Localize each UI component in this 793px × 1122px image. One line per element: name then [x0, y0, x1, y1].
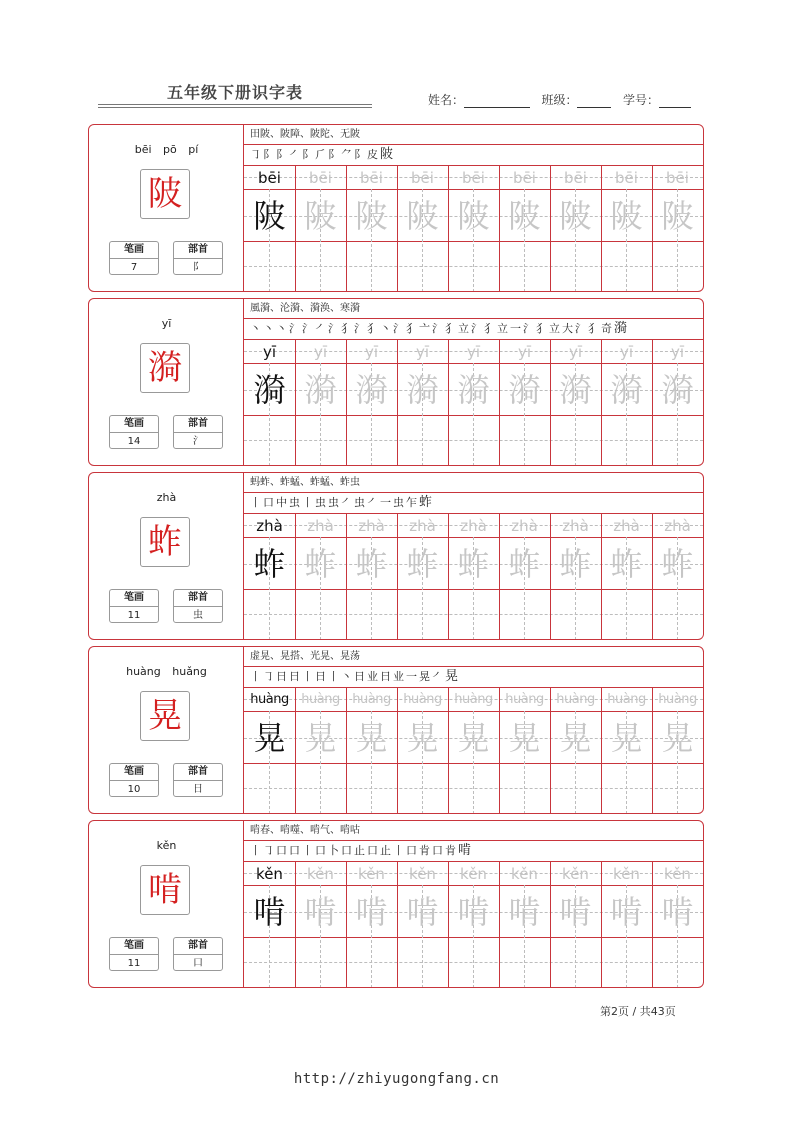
stroke-count-value: 11: [127, 610, 141, 621]
trace-character-cell: 蚱: [304, 545, 337, 583]
character-display: 啃: [140, 865, 190, 915]
example-words: 啃春、啃噬、啃气、啃咕: [250, 825, 360, 836]
trace-character-cell: 漪: [610, 371, 643, 409]
pinyin-cell: zhà: [307, 517, 334, 535]
grid-line: [244, 318, 703, 319]
number-field[interactable]: [659, 94, 691, 108]
trace-character-cell: 晃: [457, 719, 490, 757]
stroke-step: 阝⺁: [302, 148, 328, 161]
stroke-count-value: 11: [127, 958, 141, 969]
stroke-step: 氵犭立一: [471, 322, 523, 335]
stroke-step: 氵: [289, 322, 302, 335]
character-display: 陂: [140, 169, 190, 219]
stroke-step: 虫乍: [393, 496, 419, 509]
trace-character-cell: 蚱: [457, 545, 490, 583]
pinyin-cell: kěn: [562, 865, 589, 883]
pinyin-cell: huàng: [658, 692, 697, 707]
pinyin-cell: yī: [262, 343, 277, 361]
trace-character-cell: 陂: [457, 197, 490, 235]
pinyin-cell: yī: [568, 343, 583, 361]
character-display: 漪: [140, 343, 190, 393]
pinyin-cell: yī: [619, 343, 634, 361]
example-words: 虚晃、晃搭、光晃、晃荡: [250, 651, 360, 662]
page-title: 五年级下册识字表: [166, 83, 303, 102]
stroke-step: 虫㇒: [328, 496, 354, 509]
stroke-order: [250, 494, 434, 512]
trace-character-cell: 啃: [610, 893, 643, 931]
radical-label: 部首: [174, 242, 222, 259]
trace-character-cell: 漪: [253, 371, 286, 409]
radical-box: [173, 589, 223, 623]
stroke-step: 口止: [341, 844, 367, 857]
stroke-step: 氵犭亠: [393, 322, 432, 335]
stroke-step: ㇆: [250, 148, 263, 161]
pinyin-cell: yī: [466, 343, 481, 361]
radical-value: 虫: [193, 610, 203, 621]
pinyin-cell: huàng: [250, 692, 289, 707]
pinyin-cell: bēi: [309, 169, 332, 187]
radical-value: 氵: [193, 436, 203, 447]
stroke-count-box: [109, 937, 159, 971]
pinyin-cell: zhà: [358, 517, 385, 535]
pinyin-cell: huàng: [556, 692, 595, 707]
stroke-count-label: 笔画: [110, 242, 158, 259]
pinyin-cell: kěn: [358, 865, 385, 883]
pinyin-cell: kěn: [256, 865, 283, 883]
trace-character-cell: 蚱: [253, 545, 286, 583]
radical-value: 日: [193, 784, 203, 795]
trace-character-cell: 蚱: [559, 545, 592, 583]
trace-character-cell: 啃: [661, 893, 694, 931]
trace-character-cell: 晃: [355, 719, 388, 757]
trace-character-cell: 陂: [355, 197, 388, 235]
stroke-step: 丶: [250, 322, 263, 335]
practice-grid: [244, 647, 703, 813]
character-card: [88, 298, 704, 466]
practice-grid: [244, 125, 703, 291]
trace-character-cell: 晃: [406, 719, 439, 757]
stroke-step: 丨: [250, 496, 263, 509]
character-info: [89, 647, 244, 813]
pinyin-cell: kěn: [664, 865, 691, 883]
trace-character-cell: 啃: [457, 893, 490, 931]
stroke-count-label: 笔画: [110, 416, 158, 433]
pinyin-cell: zhà: [511, 517, 538, 535]
pinyin-cell: zhà: [256, 517, 283, 535]
example-words: 風漪、沦漪、漪涣、寒漪: [250, 303, 360, 314]
radical-value: 阝: [193, 262, 203, 273]
radical-label: 部首: [174, 938, 222, 955]
student-fields: [428, 91, 691, 108]
stroke-count-label: 笔画: [110, 764, 158, 781]
stroke-order: [250, 668, 460, 686]
pinyin-cell: zhà: [562, 517, 589, 535]
radical-box: [173, 415, 223, 449]
pinyin-cell: huàng: [403, 692, 442, 707]
pinyin-cell: huàng: [301, 692, 340, 707]
trace-character-cell: 漪: [406, 371, 439, 409]
character-info: [89, 821, 244, 987]
stroke-step: 口: [263, 496, 276, 509]
radical-box: [173, 763, 223, 797]
class-field[interactable]: [577, 94, 611, 108]
radical-box: [173, 937, 223, 971]
grid-line: [244, 840, 703, 841]
trace-character-cell: 漪: [508, 371, 541, 409]
trace-character-cell: 漪: [457, 371, 490, 409]
grid-line: [244, 492, 703, 493]
character-pinyin: bēi pō pí: [134, 143, 199, 156]
character-info: [89, 125, 244, 291]
name-field[interactable]: [464, 94, 530, 108]
stroke-step: 口卜: [315, 844, 341, 857]
character-pinyin: kěn: [156, 839, 177, 852]
pinyin-cell: huàng: [352, 692, 391, 707]
stroke-step: 日: [276, 670, 289, 683]
example-words: 蚂蚱、蚱蜢、蚱蜢、蚱虫: [250, 477, 360, 488]
trace-character-cell: 蚱: [508, 545, 541, 583]
trace-character-cell: 陂: [610, 197, 643, 235]
character-card: [88, 472, 704, 640]
stroke-step: 口肯: [406, 844, 432, 857]
pinyin-cell: zhà: [613, 517, 640, 535]
pinyin-cell: bēi: [666, 169, 689, 187]
stroke-step: 虫: [315, 496, 328, 509]
stroke-step: 虫丨: [289, 496, 315, 509]
pinyin-cell: bēi: [258, 169, 281, 187]
character-pinyin: yī: [161, 317, 172, 330]
trace-character-cell: 陂: [406, 197, 439, 235]
stroke-step: 氵犭: [328, 322, 354, 335]
stroke-count-value: 7: [130, 262, 138, 273]
grid-line: [244, 144, 703, 145]
character-info: [89, 299, 244, 465]
stroke-count-label: 笔画: [110, 590, 158, 607]
pinyin-cell: huàng: [607, 692, 646, 707]
pinyin-cell: bēi: [615, 169, 638, 187]
stroke-step: 口肯: [432, 844, 458, 857]
pinyin-cell: yī: [415, 343, 430, 361]
trace-character-cell: 漪: [559, 371, 592, 409]
character-pinyin: huàng huǎng: [126, 665, 207, 678]
stroke-step: 阝⺈: [328, 148, 354, 161]
practice-grid: [244, 473, 703, 639]
stroke-step: ㇆: [263, 844, 276, 857]
name-label: 姓名：: [428, 93, 465, 107]
trace-character-cell: 蚱: [610, 545, 643, 583]
character-card: [88, 646, 704, 814]
stroke-step: ㇆: [263, 670, 276, 683]
stroke-order: [250, 842, 473, 860]
title-underline-double: [98, 107, 372, 108]
trace-character-cell: 晃: [661, 719, 694, 757]
character-pinyin: zhà: [156, 491, 177, 504]
practice-grid: [244, 821, 703, 987]
stroke-step: 陂: [380, 147, 396, 162]
stroke-step: 中: [276, 496, 289, 509]
stroke-step: 口: [276, 844, 289, 857]
stroke-count-value: 14: [127, 436, 141, 447]
pinyin-cell: yī: [517, 343, 532, 361]
character-display: 晃: [140, 691, 190, 741]
stroke-step: 阝㇒: [276, 148, 302, 161]
trace-character-cell: 蚱: [661, 545, 694, 583]
stroke-step: 氵犭奇: [575, 322, 614, 335]
stroke-count-box: [109, 241, 159, 275]
pinyin-cell: bēi: [360, 169, 383, 187]
stroke-count-label: 笔画: [110, 938, 158, 955]
trace-character-cell: 啃: [355, 893, 388, 931]
radical-label: 部首: [174, 416, 222, 433]
stroke-step: 丶丶: [263, 322, 289, 335]
stroke-step: 蚱: [419, 495, 435, 510]
character-card: [88, 820, 704, 988]
trace-character-cell: 陂: [304, 197, 337, 235]
trace-character-cell: 漪: [661, 371, 694, 409]
pinyin-cell: yī: [670, 343, 685, 361]
number-label: 学号：: [622, 93, 659, 107]
pinyin-cell: bēi: [462, 169, 485, 187]
stroke-count-box: [109, 415, 159, 449]
stroke-step: 口止丨: [367, 844, 406, 857]
stroke-step: 晃㇒: [419, 670, 445, 683]
trace-character-cell: 漪: [355, 371, 388, 409]
trace-character-cell: 陂: [661, 197, 694, 235]
trace-character-cell: 蚱: [406, 545, 439, 583]
radical-label: 部首: [174, 764, 222, 781]
page-number: 第2页 / 共43页: [600, 1005, 676, 1018]
stroke-step: 阝皮: [354, 148, 380, 161]
trace-character-cell: 啃: [508, 893, 541, 931]
pinyin-cell: zhà: [409, 517, 436, 535]
stroke-step: 丨: [250, 844, 263, 857]
trace-character-cell: 晃: [304, 719, 337, 757]
pinyin-cell: huàng: [454, 692, 493, 707]
pinyin-cell: bēi: [564, 169, 587, 187]
stroke-step: 啃: [458, 843, 474, 858]
stroke-step: 晃: [445, 669, 461, 684]
stroke-step: 虫㇒一: [354, 496, 393, 509]
pinyin-cell: kěn: [460, 865, 487, 883]
stroke-step: 阝: [263, 148, 276, 161]
stroke-step: 日丨丶: [315, 670, 354, 683]
stroke-step: 丨: [250, 670, 263, 683]
trace-character-cell: 陂: [253, 197, 286, 235]
stroke-step: 氵㇒: [302, 322, 328, 335]
pinyin-cell: yī: [313, 343, 328, 361]
pinyin-cell: yī: [364, 343, 379, 361]
pinyin-cell: kěn: [511, 865, 538, 883]
radical-box: [173, 241, 223, 275]
stroke-count-value: 10: [127, 784, 141, 795]
trace-character-cell: 晃: [508, 719, 541, 757]
trace-character-cell: 蚱: [355, 545, 388, 583]
stroke-step: 氵犭立: [432, 322, 471, 335]
stroke-step: 口丨: [289, 844, 315, 857]
pinyin-cell: kěn: [409, 865, 436, 883]
character-info: [89, 473, 244, 639]
title-underline: [98, 104, 372, 105]
pinyin-cell: kěn: [613, 865, 640, 883]
grid-line: [244, 666, 703, 667]
stroke-step: 氵犭丶: [354, 322, 393, 335]
stroke-count-box: [109, 589, 159, 623]
stroke-step: 日业一: [380, 670, 419, 683]
trace-character-cell: 啃: [559, 893, 592, 931]
pinyin-cell: bēi: [411, 169, 434, 187]
character-card: [88, 124, 704, 292]
class-label: 班级：: [541, 93, 578, 107]
stroke-order: [250, 146, 395, 164]
radical-label: 部首: [174, 590, 222, 607]
trace-character-cell: 漪: [304, 371, 337, 409]
trace-character-cell: 陂: [508, 197, 541, 235]
stroke-step: 日丨: [289, 670, 315, 683]
stroke-step: 日业: [354, 670, 380, 683]
trace-character-cell: 陂: [559, 197, 592, 235]
trace-character-cell: 啃: [406, 893, 439, 931]
stroke-step: 漪: [614, 321, 630, 336]
pinyin-cell: zhà: [664, 517, 691, 535]
pinyin-cell: huàng: [505, 692, 544, 707]
practice-grid: [244, 299, 703, 465]
pinyin-cell: bēi: [513, 169, 536, 187]
stroke-step: 氵犭立大: [523, 322, 575, 335]
trace-character-cell: 晃: [559, 719, 592, 757]
example-words: 田陂、陂障、陂陀、无陂: [250, 129, 360, 140]
radical-value: 口: [193, 958, 203, 969]
trace-character-cell: 啃: [304, 893, 337, 931]
character-display: 蚱: [140, 517, 190, 567]
trace-character-cell: 晃: [610, 719, 643, 757]
pinyin-cell: kěn: [307, 865, 334, 883]
trace-character-cell: 啃: [253, 893, 286, 931]
stroke-order: [250, 320, 629, 338]
stroke-count-box: [109, 763, 159, 797]
pinyin-cell: zhà: [460, 517, 487, 535]
footer-url: http://zhiyugongfang.cn: [293, 1071, 500, 1087]
trace-character-cell: 晃: [253, 719, 286, 757]
